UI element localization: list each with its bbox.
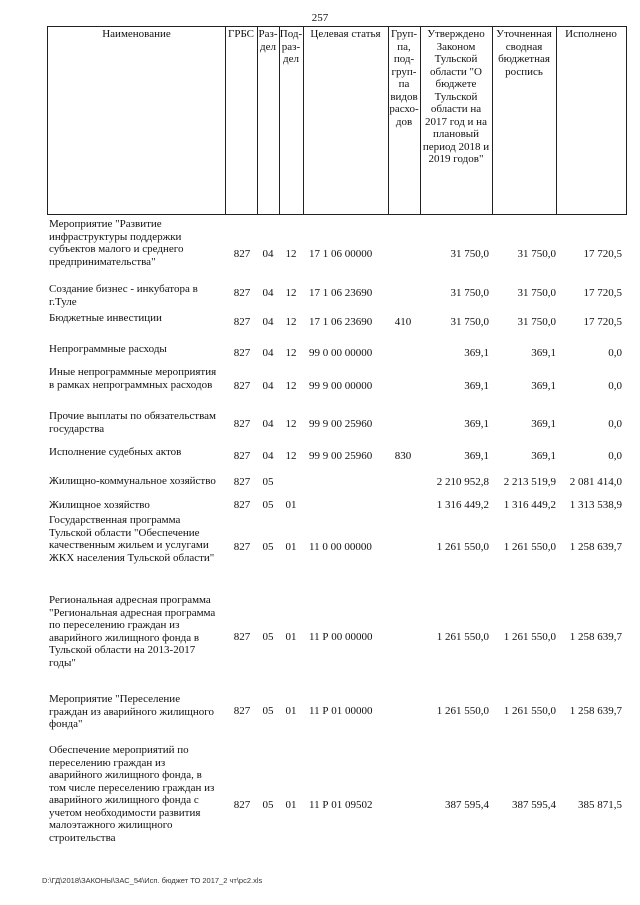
cell-target: 99 9 00 00000 [309, 380, 373, 392]
cell-refined: 1 261 550,0 [503, 631, 556, 643]
cell-target: 11 Р 00 00000 [309, 631, 373, 643]
cell-executed: 17 720,5 [583, 248, 622, 260]
cell-razdel: 04 [262, 347, 274, 359]
cell-approved: 31 750,0 [450, 287, 489, 299]
cell-approved: 2 210 952,8 [436, 476, 489, 488]
cell-executed: 0,0 [608, 450, 622, 462]
cell-razdel: 04 [262, 380, 274, 392]
table-row [47, 343, 627, 363]
cell-executed: 1 258 639,7 [569, 631, 622, 643]
cell-grbs: 827 [233, 705, 251, 717]
col-divider [626, 26, 627, 215]
row-name: Иные непрограммные мероприятия в рамках непрограммных расходов [49, 366, 217, 391]
cell-podrazdel: 12 [285, 380, 297, 392]
table-row [47, 499, 627, 514]
table-row [47, 475, 627, 499]
cell-grbs: 827 [233, 799, 251, 811]
cell-grbs: 827 [233, 541, 251, 553]
table-row [47, 410, 627, 440]
cell-razdel: 04 [262, 287, 274, 299]
row-name: Государственная программа Тульской области "Обеспечение качественным жильем и услугами ЖКХ населения Тульской области" [49, 514, 215, 564]
header-executed: Исполнено [565, 28, 617, 40]
cell-group: 830 [394, 450, 412, 462]
cell-grbs: 827 [233, 316, 251, 328]
cell-refined: 1 261 550,0 [503, 541, 556, 553]
col-divider [303, 26, 304, 215]
cell-grbs: 827 [233, 476, 251, 488]
header-refined: Уточненная сводная бюджетная роспись [496, 28, 552, 78]
table-row [47, 446, 627, 466]
cell-podrazdel: 01 [285, 541, 297, 553]
row-name: Региональная адресная программа "Региональная адресная программа по переселению граждан из аварийного жилищного фонда в Тульской области на 2013-2017 годы" [49, 594, 216, 669]
cell-podrazdel: 01 [285, 705, 297, 717]
cell-razdel: 04 [262, 418, 274, 430]
col-divider [47, 26, 48, 215]
cell-podrazdel: 01 [285, 631, 297, 643]
cell-executed: 0,0 [608, 418, 622, 430]
cell-approved: 1 261 550,0 [436, 631, 489, 643]
cell-target: 99 9 00 25960 [309, 418, 373, 430]
row-name: Мероприятие "Развитие инфраструктуры поддержки субъектов малого и среднего предпринимательства" [49, 218, 184, 268]
header-approved: Утверждено Законом Тульской области "О бюджете Тульской области на 2017 год и на плановый период 2018 и 2019 годов" [422, 28, 490, 165]
cell-razdel: 05 [262, 541, 274, 553]
cell-podrazdel: 12 [285, 450, 297, 462]
cell-grbs: 827 [233, 287, 251, 299]
col-divider [225, 26, 226, 215]
cell-target: 11 Р 01 09502 [309, 799, 373, 811]
cell-approved: 1 261 550,0 [436, 541, 489, 553]
table-header [47, 26, 627, 215]
cell-executed: 1 258 639,7 [569, 705, 622, 717]
cell-executed: 1 313 538,9 [569, 499, 622, 511]
header-razdel: Раз-дел [258, 28, 278, 53]
cell-target: 11 Р 01 00000 [309, 705, 373, 717]
cell-refined: 369,1 [531, 418, 556, 430]
table-row [47, 366, 627, 406]
cell-razdel: 05 [262, 705, 274, 717]
cell-approved: 31 750,0 [450, 248, 489, 260]
col-divider [257, 26, 258, 215]
table-row [47, 218, 627, 278]
file-path-footer: D:\ГД\2018\ЗАКОНЫ\ЗАС_54\Исп. бюджет ТО 2017_2 чт\рс2.xls [42, 876, 263, 885]
cell-grbs: 827 [233, 450, 251, 462]
row-name: Обеспечение мероприятий по переселению граждан из аварийного жилищного фонда, в том числе переселению граждан из аварийного жилищного фонда с учетом необходимости развития малоэтажного жилищного строительства [49, 744, 215, 844]
cell-refined: 31 750,0 [517, 316, 556, 328]
cell-razdel: 04 [262, 450, 274, 462]
row-name: Бюджетные инвестиции [49, 312, 162, 324]
cell-executed: 17 720,5 [583, 316, 622, 328]
cell-executed: 385 871,5 [578, 799, 622, 811]
cell-refined: 1 316 449,2 [503, 499, 556, 511]
cell-refined: 31 750,0 [517, 248, 556, 260]
cell-podrazdel: 12 [285, 347, 297, 359]
cell-razdel: 04 [262, 248, 274, 260]
cell-razdel: 05 [262, 499, 274, 511]
table-row [47, 514, 627, 589]
header-name: Наименование [102, 28, 171, 40]
row-name: Исполнение судебных актов [49, 446, 182, 458]
cell-podrazdel: 12 [285, 316, 297, 328]
cell-target: 17 1 06 23690 [309, 316, 373, 328]
cell-grbs: 827 [233, 347, 251, 359]
cell-approved: 369,1 [464, 450, 489, 462]
cell-target: 99 9 00 25960 [309, 450, 373, 462]
cell-grbs: 827 [233, 248, 251, 260]
row-name: Жилищное хозяйство [49, 499, 150, 511]
cell-approved: 369,1 [464, 380, 489, 392]
cell-podrazdel: 01 [285, 799, 297, 811]
row-name: Мероприятие "Переселение граждан из аварийного жилищного фонда" [49, 693, 215, 730]
cell-target: 99 0 00 00000 [309, 347, 373, 359]
cell-razdel: 05 [262, 476, 274, 488]
header-group: Груп-па, под-груп-па видов расхо-дов [389, 28, 419, 128]
cell-approved: 369,1 [464, 347, 489, 359]
header-podrazdel: Под-раз-дел [279, 28, 303, 65]
cell-refined: 387 595,4 [512, 799, 556, 811]
cell-approved: 1 261 550,0 [436, 705, 489, 717]
cell-approved: 31 750,0 [450, 316, 489, 328]
cell-target: 17 1 06 23690 [309, 287, 373, 299]
cell-executed: 17 720,5 [583, 287, 622, 299]
cell-approved: 1 316 449,2 [436, 499, 489, 511]
cell-target: 17 1 06 00000 [309, 248, 373, 260]
cell-group: 410 [394, 316, 412, 328]
row-name: Жилищно-коммунальное хозяйство [49, 475, 216, 487]
row-name: Прочие выплаты по обязательствам государства [49, 410, 216, 435]
header-grbs: ГРБС [227, 28, 255, 40]
cell-refined: 369,1 [531, 347, 556, 359]
cell-podrazdel: 12 [285, 287, 297, 299]
cell-razdel: 05 [262, 799, 274, 811]
header-top-border [47, 26, 627, 27]
cell-grbs: 827 [233, 499, 251, 511]
cell-approved: 387 595,4 [445, 799, 489, 811]
cell-approved: 369,1 [464, 418, 489, 430]
cell-refined: 2 213 519,9 [503, 476, 556, 488]
header-target: Целевая статья [310, 28, 381, 40]
cell-refined: 31 750,0 [517, 287, 556, 299]
cell-podrazdel: 12 [285, 248, 297, 260]
cell-executed: 2 081 414,0 [569, 476, 622, 488]
cell-refined: 369,1 [531, 450, 556, 462]
cell-executed: 0,0 [608, 380, 622, 392]
table-row [47, 744, 627, 859]
page-number: 257 [311, 12, 329, 24]
cell-grbs: 827 [233, 380, 251, 392]
cell-grbs: 827 [233, 418, 251, 430]
cell-target: 11 0 00 00000 [309, 541, 372, 553]
table-row [47, 693, 627, 738]
cell-razdel: 04 [262, 316, 274, 328]
table-row [47, 594, 627, 689]
cell-refined: 369,1 [531, 380, 556, 392]
row-name: Создание бизнес - инкубатора в г.Туле [49, 283, 198, 308]
table-row [47, 312, 627, 332]
cell-refined: 1 261 550,0 [503, 705, 556, 717]
cell-grbs: 827 [233, 631, 251, 643]
cell-razdel: 05 [262, 631, 274, 643]
row-name: Непрограммные расходы [49, 343, 167, 355]
cell-podrazdel: 01 [285, 499, 297, 511]
col-divider [556, 26, 557, 215]
cell-podrazdel: 12 [285, 418, 297, 430]
cell-executed: 1 258 639,7 [569, 541, 622, 553]
cell-executed: 0,0 [608, 347, 622, 359]
header-bottom-border [47, 214, 627, 215]
table-row [47, 283, 627, 308]
